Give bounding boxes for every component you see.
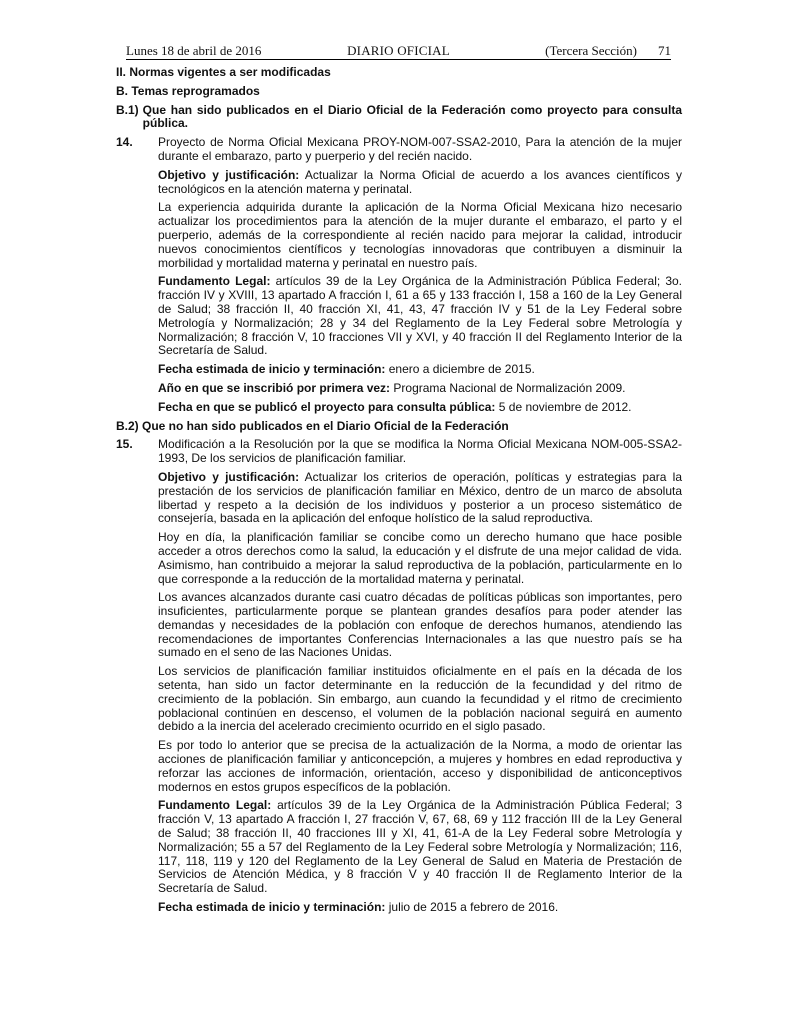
- document-body: [116, 66, 682, 920]
- item-15-paragraph-4: Es por todo lo anterior que se precisa de la actualización de la Norma, a modo de orientar las acciones de planificación familiar y anticoncepción, a mujeres y hombres en edad reproductiva y reforzar las acciones de información, orientación, acceso y disponibilidad de anticonceptivos modernos en estos grupos específicos de la población.: [158, 738, 682, 794]
- item-14-publicacion: [158, 401, 682, 415]
- heading-b2: B.2) Que no han sido publicados en el Diario Oficial de la Federación: [116, 418, 509, 433]
- item-14-fecha: [158, 363, 682, 377]
- header-section: (Tercera Sección): [545, 43, 637, 58]
- item-15-paragraph-2: Los avances alcanzados durante casi cuatro décadas de políticas públicas son importantes, pero insuficientes, particularmente porque se plantean grandes desafíos para poder atender las demandas y necesidades de la población con enfoque de derechos humanos, atendiendo las recomendaciones de importantes Conferencias Internacionales a las que nuestro país se ha sumado en el seno de las Naciones Unidas.: [158, 590, 682, 660]
- item-14-anio-label: Año en que se inscribió por primera vez:: [158, 380, 391, 395]
- item-14-number: 14.: [116, 135, 133, 150]
- item-15-paragraph-3: Los servicios de planificación familiar instituidos oficialmente en el país en la década de los setenta, han sido un factor determinante en la reducción de la fecundidad y del ritmo de crecimiento de la población. Sin embargo, aun cuando la fecundidad y el ritmo de crecimiento poblacional continúen en descenso, el volumen de la población nacional seguirá en aumento debido a la inercia del acelerado crecimiento ocurrido en el siglo pasado.: [158, 664, 682, 734]
- header-date: Lunes 18 de abril de 2016: [126, 43, 262, 58]
- item-14-objetivo-text: Actualizar la Norma Oficial de acuerdo a los avances científicos y tecnológicos en la atención materna y perinatal.: [158, 167, 682, 196]
- item-15-title: Modificación a la Resolución por la que se modifica la Norma Oficial Mexicana NOM-005-SSA2-1993, De los servicios de planificación familiar.: [158, 437, 682, 466]
- item-15-fecha-text: julio de 2015 a febrero de 2016.: [385, 900, 559, 915]
- item-15-fundamento-text: artículos 39 de la Ley Orgánica de la Administración Pública Federal; 3 fracción V, 13 apartado A fracción I, 27 fracción V, 67, 68, 69 y 112 fracción III de la Ley General de Salud; 38 fracción II, 40 fracciones III y XI, 41, 61-A de la Ley Federal sobre Metrología y Normalización; 55 a 57 del Reglamento de la Ley Federal sobre Metrología y Normalización; 116, 117, 118, 119 y 120 del Reglamento de la Ley General de Salud en Materia de Prestación de Servicios de Atención Médica, y 8 fracción V y 40 fracción II de Reglamento Interior de la Secretaría de Salud.: [158, 798, 682, 896]
- item-14-anio-text: Programa Nacional de Normalización 2009.: [390, 380, 626, 395]
- item-15-fecha-label: Fecha estimada de inicio y terminación:: [158, 900, 386, 915]
- page-header: [126, 41, 671, 60]
- item-14-publicacion-text: 5 de noviembre de 2012.: [495, 399, 632, 414]
- heading-temas-reprogramados: B. Temas reprogramados: [116, 83, 260, 98]
- item-14-objetivo: [158, 169, 682, 197]
- item-14-fundamento-label: Fundamento Legal:: [158, 274, 271, 289]
- item-15-objetivo: [158, 471, 682, 526]
- item-14-objetivo-label: Objetivo y justificación:: [158, 167, 300, 182]
- item-14-anio: [158, 382, 682, 396]
- item-14: [116, 136, 682, 164]
- header-title: DIARIO OFICIAL: [347, 43, 450, 58]
- item-15-fundamento-label: Fundamento Legal:: [158, 798, 272, 813]
- item-15-fundamento: [158, 799, 682, 896]
- item-14-fundamento-text: artículos 39 de la Ley Orgánica de la Administración Pública Federal; 3o. fracción IV y XVIII, 13 apartado A fracción I, 61 a 65 y 133 fracción I, 158 a 160 de la Ley General de Salud; 38 fracción II, 40 fracción XI, 41, 43, 47 fracción IV y 51 de la Ley Federal sobre Metrología y Normalización; 28 y 34 del Reglamento de la Ley Federal sobre Metrología y Normalización; 8 fracción V, 10 fracciones VII y XVI, y 40 fracción II del Reglamento Interior de la Secretaría de Salud.: [158, 274, 683, 358]
- heading-b1-text: Que han sido publicados en el Diario Oficial de la Federación como proyecto para consulta pública.: [142, 102, 682, 131]
- item-14-paragraph: La experiencia adquirida durante la aplicación de la Norma Oficial Mexicana hizo necesario actualizar los procedimientos para la atención de la mujer durante el embarazo, el parto y el puerperio, además de la correspondiente al recién nacido para mejorar la calidad, introducir nuevos conocimientos científicos y tecnologías innovadoras que contribuyen a disminuir la morbilidad y mortalidad materna y perinatal en nuestro país.: [158, 200, 682, 270]
- header-page-number: 71: [658, 43, 671, 58]
- item-15: [116, 438, 682, 466]
- item-15-fecha: [158, 901, 682, 915]
- item-14-publicacion-label: Fecha en que se publicó el proyecto para consulta pública:: [158, 399, 496, 414]
- item-15-objetivo-label: Objetivo y justificación:: [158, 469, 300, 484]
- heading-b1-label: B.1): [116, 102, 139, 117]
- item-14-fecha-text: enero a diciembre de 2015.: [385, 362, 535, 377]
- item-15-number: 15.: [116, 437, 133, 452]
- item-14-fundamento: [158, 275, 682, 358]
- item-14-fecha-label: Fecha estimada de inicio y terminación:: [158, 362, 386, 377]
- heading-normas-vigentes: II. Normas vigentes a ser modificadas: [116, 65, 331, 79]
- item-14-title: Proyecto de Norma Oficial Mexicana PROY-NOM-007-SSA2-2010, Para la atención de la mujer durante el embarazo, parto y puerperio y del recién nacido.: [158, 135, 682, 163]
- item-15-objetivo-text: Actualizar los criterios de operación, políticas y estrategias para la prestación de los servicios de planificación familiar en México, dentro de un marco de absoluta libertad y respeto a la decisión de los individuos y posterior a un proceso sistemático de consejería, basada en la aplicación del enfoque holístico de la salud reproductiva.: [158, 469, 682, 526]
- item-15-paragraph-1: Hoy en día, la planificación familiar se concibe como un derecho humano que hace posible acceder a otros derechos como la salud, la educación y el disfrute de una mejor calidad de vida. Asimismo, han contribuido a mejorar la salud reproductiva de la población, particularmente en lo que corresponde a la reducción de la mortalidad materna y perinatal.: [158, 530, 682, 586]
- heading-b1: [116, 104, 682, 132]
